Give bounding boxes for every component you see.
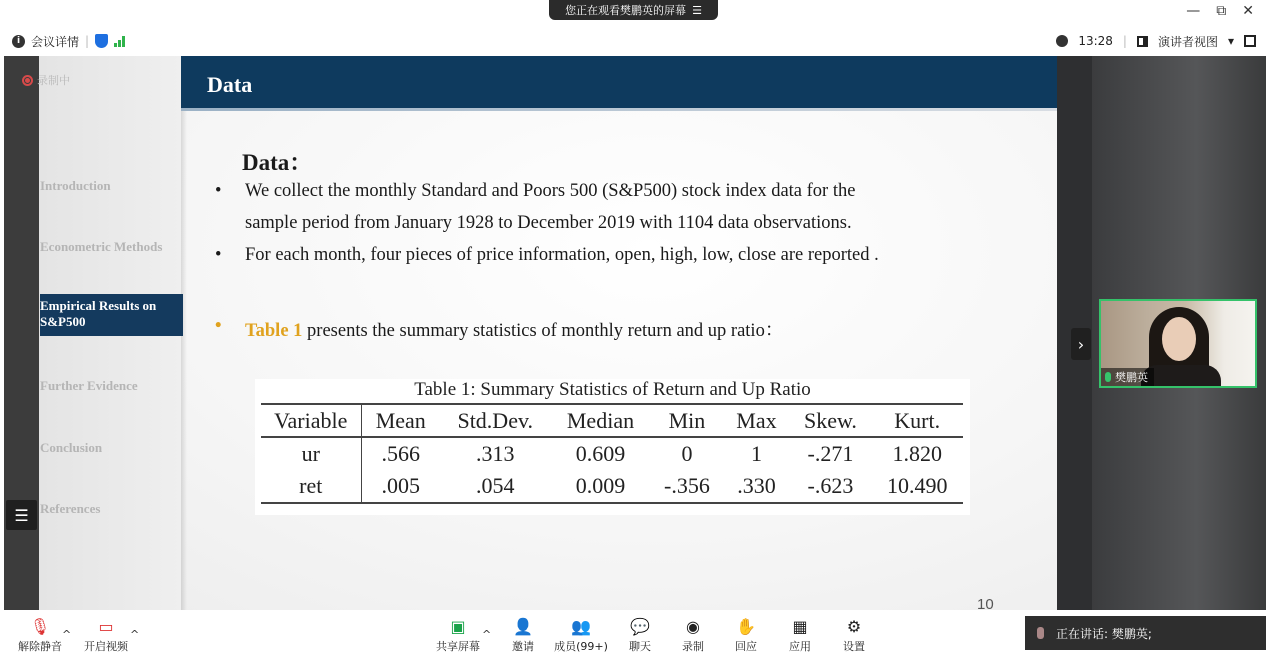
column-header: Skew. — [803, 407, 857, 433]
summary-table — [255, 379, 970, 515]
unmute-button[interactable] — [10, 616, 70, 652]
bullet-marker: • — [215, 245, 222, 265]
chevron-up-icon[interactable]: ^ — [482, 628, 492, 641]
table-row — [261, 437, 963, 470]
share-screen-label: 共享屏幕 — [436, 640, 480, 652]
fullscreen-icon[interactable] — [1244, 35, 1256, 47]
table-cell: 1 — [750, 441, 762, 466]
table-cell: ret — [261, 470, 361, 503]
screen-share-banner[interactable] — [549, 0, 718, 20]
invite-icon: 👤 — [513, 616, 533, 636]
recording-indicator[interactable] — [22, 72, 70, 88]
table-cell: -.356 — [664, 473, 710, 498]
bullet-2: For each month, four pieces of price information, open, high, low, close are reported . — [245, 245, 879, 265]
video-off-icon: ▭ — [98, 616, 114, 636]
share-screen-button[interactable] — [428, 616, 488, 652]
participant-name-tag — [1101, 368, 1154, 386]
table-cell: ur — [261, 437, 361, 470]
apps-button[interactable] — [770, 616, 830, 652]
table-cell: .313 — [475, 441, 515, 466]
meeting-info-bar — [0, 28, 1268, 54]
table-cell: 1.820 — [892, 441, 942, 466]
clock-icon — [1056, 35, 1068, 47]
table-cell: -.623 — [807, 473, 854, 498]
members-icon: 👥 — [571, 616, 591, 636]
column-header: Min — [668, 407, 706, 433]
table-caption: Table 1: Summary Statistics of Return and Up Ratio — [414, 379, 811, 400]
chat-button[interactable] — [610, 616, 670, 652]
info-icon[interactable]: i — [12, 35, 25, 48]
chevron-up-icon[interactable]: ^ — [62, 628, 72, 641]
bullet-3 — [245, 316, 783, 342]
bullet-marker: • — [215, 181, 222, 201]
participant-name: 樊鹏英 — [1115, 371, 1148, 384]
reaction-hand-icon: ✋ — [736, 616, 756, 636]
record-icon: ◉ — [686, 616, 700, 636]
chat-icon: 💬 — [630, 616, 650, 636]
banner-text: 您正在观看樊鹏英的屏幕 — [565, 4, 687, 17]
window-controls — [1186, 3, 1254, 19]
chevron-right-icon[interactable]: › — [1071, 328, 1091, 360]
column-header: Std.Dev. — [457, 407, 534, 433]
reactions-label: 回应 — [735, 640, 757, 652]
list-menu-icon[interactable]: ☰ — [6, 500, 37, 530]
summary-statistics-table — [261, 403, 963, 504]
active-speaker-indicator — [1025, 616, 1266, 650]
record-label: 录制 — [682, 640, 704, 652]
table-cell: 0 — [681, 441, 693, 466]
meeting-time: 13:28 — [1078, 34, 1113, 48]
nav-item-references: References — [40, 501, 101, 516]
slide-heading: Data： — [242, 150, 313, 175]
table-cell: .330 — [737, 473, 776, 498]
nav-item-empirical-results: Empirical Results on S&P500 — [40, 294, 183, 336]
start-video-label: 开启视频 — [84, 640, 128, 652]
column-header: Max — [736, 407, 777, 433]
restore-icon[interactable]: ⧉ — [1216, 3, 1227, 19]
minimize-icon[interactable]: — — [1186, 3, 1201, 19]
nav-item-further-evidence: Further Evidence — [40, 378, 138, 393]
meeting-details-link[interactable]: 会议详情 — [31, 34, 80, 49]
record-button[interactable] — [663, 616, 723, 652]
record-dot-icon — [22, 75, 33, 86]
start-video-button[interactable] — [76, 616, 136, 652]
members-label: 成员(99+) — [554, 640, 608, 652]
gear-icon: ⚙ — [846, 616, 862, 636]
participant-video-tile[interactable] — [1099, 299, 1257, 388]
table-cell: 10.490 — [886, 473, 948, 498]
table-cell: .566 — [381, 441, 420, 466]
table-cell: -.271 — [807, 441, 854, 466]
apps-label: 应用 — [789, 640, 811, 652]
table-cell: .005 — [381, 473, 420, 498]
speaker-view-icon[interactable] — [1137, 36, 1148, 47]
share-screen-icon: ▣ — [450, 616, 466, 636]
table-cell: 0.609 — [575, 441, 626, 466]
table-row — [261, 470, 963, 503]
reactions-button[interactable] — [716, 616, 776, 652]
bullet-3-text: presents the summary statistics of monthly return and up ratio： — [302, 321, 784, 341]
nav-item-introduction: Introduction — [40, 178, 111, 193]
table-header-row — [261, 404, 963, 437]
speaking-label: 正在讲话: 樊鹏英; — [1056, 626, 1152, 641]
column-header: Median — [566, 407, 635, 433]
bullet-1-line-2: sample period from January 1928 to December 2019 with 1104 data observations. — [245, 213, 852, 233]
table-reference: Table 1 — [245, 321, 303, 341]
divider: | — [1122, 34, 1127, 48]
participant-face — [1162, 317, 1196, 361]
security-shield-icon[interactable] — [95, 34, 108, 48]
slide-content — [39, 56, 1057, 610]
unmute-label: 解除静音 — [18, 640, 62, 652]
invite-button[interactable] — [493, 616, 553, 652]
members-button[interactable] — [551, 616, 611, 652]
settings-button[interactable] — [824, 616, 884, 652]
shared-slide — [39, 56, 1057, 610]
close-icon[interactable]: ✕ — [1242, 3, 1254, 19]
divider: | — [85, 34, 90, 48]
slide-page-number: 10 — [977, 596, 994, 610]
recording-label: 录制中 — [37, 74, 70, 87]
bullet-marker: • — [215, 316, 222, 336]
chat-label: 聊天 — [629, 640, 651, 652]
signal-icon[interactable] — [114, 36, 125, 47]
microphone-icon — [1105, 372, 1111, 382]
speaker-microphone-icon — [1037, 627, 1044, 639]
column-header: Variable — [261, 404, 361, 437]
table-cell: 0.009 — [575, 473, 626, 498]
table-cell: .054 — [475, 473, 515, 498]
nav-item-conclusion: Conclusion — [40, 440, 103, 455]
chevron-up-icon[interactable]: ^ — [130, 628, 140, 641]
chevron-down-icon[interactable]: ▾ — [1227, 34, 1234, 48]
muted-microphone-icon: 🎙 — [29, 616, 51, 636]
bullet-1-line-1: We collect the monthly Standard and Poors 500 (S&P500) stock index data for the — [245, 181, 856, 201]
speaker-name: 樊鹏英; — [1111, 626, 1152, 641]
column-header: Kurt. — [894, 407, 941, 433]
settings-label: 设置 — [843, 640, 865, 652]
invite-label: 邀请 — [512, 640, 534, 652]
apps-grid-icon: ▦ — [792, 616, 808, 636]
menu-icon[interactable]: ☰ — [692, 3, 702, 17]
column-header: Mean — [375, 407, 426, 433]
slide-title: Data — [207, 72, 253, 97]
speaker-view-button[interactable]: 演讲者视图 — [1157, 34, 1218, 49]
nav-item-econometric-methods: Econometric Methods — [40, 239, 163, 254]
